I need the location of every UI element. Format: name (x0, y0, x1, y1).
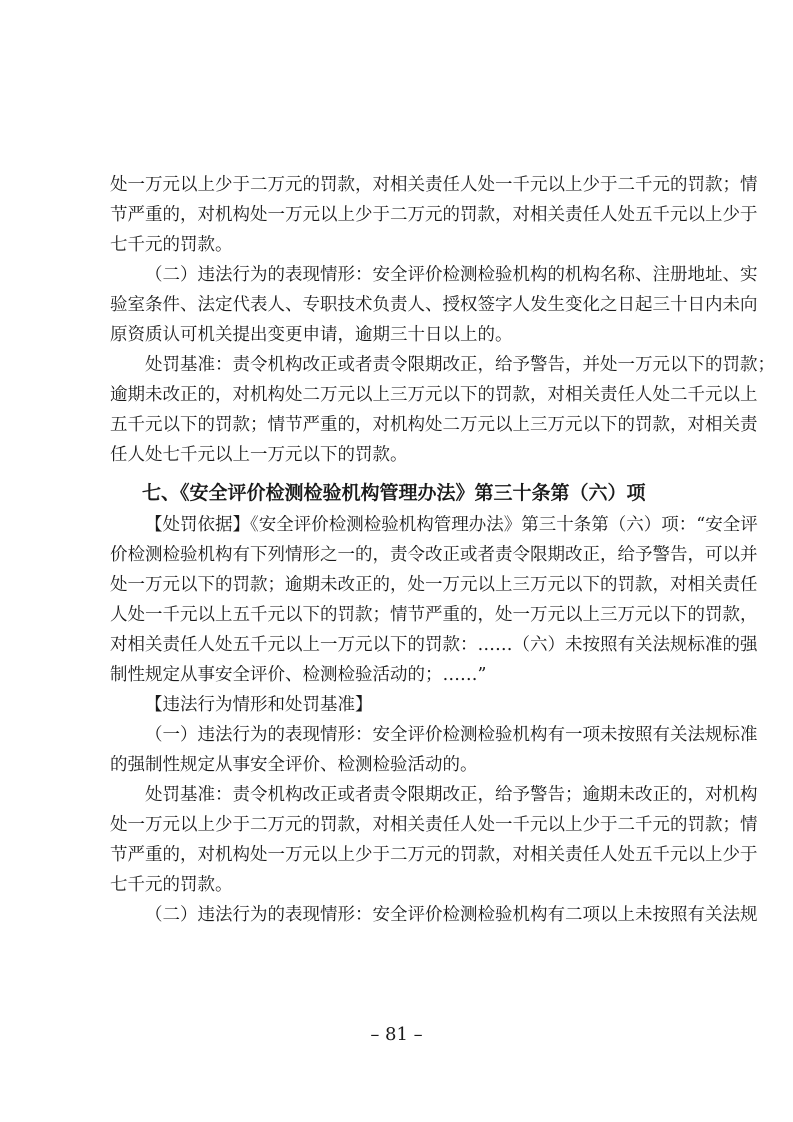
text-line: 处罚基准：责令机构改正或者责令限期改正，给予警告；逾期未改正的，对机构 (145, 785, 758, 805)
text-line: 对相关责任人处五千元以上一万元以下的罚款：……（六）未按照有关法规标准的强 (110, 635, 758, 655)
text-line: 处罚基准：责令机构改正或者责令限期改正，给予警告，并处一万元以下的罚款； (145, 355, 775, 375)
page-number: – 81 – (370, 1024, 423, 1045)
text-line: 价检测检验机构有下列情形之一的，责令改正或者责令限期改正，给予警告，可以并 (110, 545, 758, 565)
text-line: 逾期未改正的，对机构处二万元以上三万元以下的罚款，对相关责任人处二千元以上 (110, 385, 758, 405)
body-paragraph (110, 510, 758, 690)
text-line: 人处一千元以上五千元以下的罚款；情节严重的，处一万元以上三万元以下的罚款， (110, 605, 758, 625)
text-line: 【违法行为情形和处罚基准】 (145, 695, 373, 715)
page-body (110, 170, 775, 930)
body-paragraph (110, 780, 758, 900)
body-paragraph (110, 170, 758, 260)
text-line: 的强制性规定从事安全评价、检测检验活动的。 (110, 755, 478, 775)
text-line: 原资质认可机关提出变更申请，逾期三十日以上的。 (110, 325, 513, 345)
text-line: 验室条件、法定代表人、专职技术负责人、授权签字人发生变化之日起三十日内未向 (110, 295, 758, 315)
section-heading: 七、《安全评价检测检验机构管理办法》第三十条第（六）项 (142, 482, 646, 504)
text-line: 处一万元以上少于二万元的罚款，对相关责任人处一千元以上少于二千元的罚款；情 (110, 175, 758, 195)
text-line: （一）违法行为的表现情形：安全评价检测检验机构有一项未按照有关法规标准 (145, 725, 758, 745)
text-line: 节严重的，对机构处一万元以上少于二万元的罚款，对相关责任人处五千元以上少于 (110, 845, 758, 865)
text-line: （二）违法行为的表现情形：安全评价检测检验机构有二项以上未按照有关法规 (145, 905, 758, 925)
body-paragraph (110, 720, 758, 780)
body-paragraph (110, 260, 758, 350)
body-paragraph (110, 900, 758, 930)
text-line: 制性规定从事安全评价、检测检验活动的；……” (110, 665, 487, 685)
body-paragraph (110, 350, 775, 470)
text-line: 处一万元以下的罚款；逾期未改正的，处一万元以上三万元以下的罚款，对相关责任 (110, 575, 758, 595)
text-line: 处一万元以上少于二万元的罚款，对相关责任人处一千元以上少于二千元的罚款；情 (110, 815, 758, 835)
text-line: 节严重的，对机构处一万元以上少于二万元的罚款，对相关责任人处五千元以上少于 (110, 205, 758, 225)
text-line: 七千元的罚款。 (110, 875, 233, 895)
body-paragraph (110, 690, 685, 720)
text-line: 【处罚依据】《安全评价检测检验机构管理办法》第三十条第（六）项：“安全评 (145, 515, 758, 535)
text-line: 任人处七千元以上一万元以下的罚款。 (110, 445, 408, 465)
text-line: 七千元的罚款。 (110, 235, 233, 255)
text-line: （二）违法行为的表现情形：安全评价检测检验机构的机构名称、注册地址、实 (145, 265, 758, 285)
text-line: 五千元以下的罚款；情节严重的，对机构处二万元以上三万元以下的罚款，对相关责 (110, 415, 758, 435)
